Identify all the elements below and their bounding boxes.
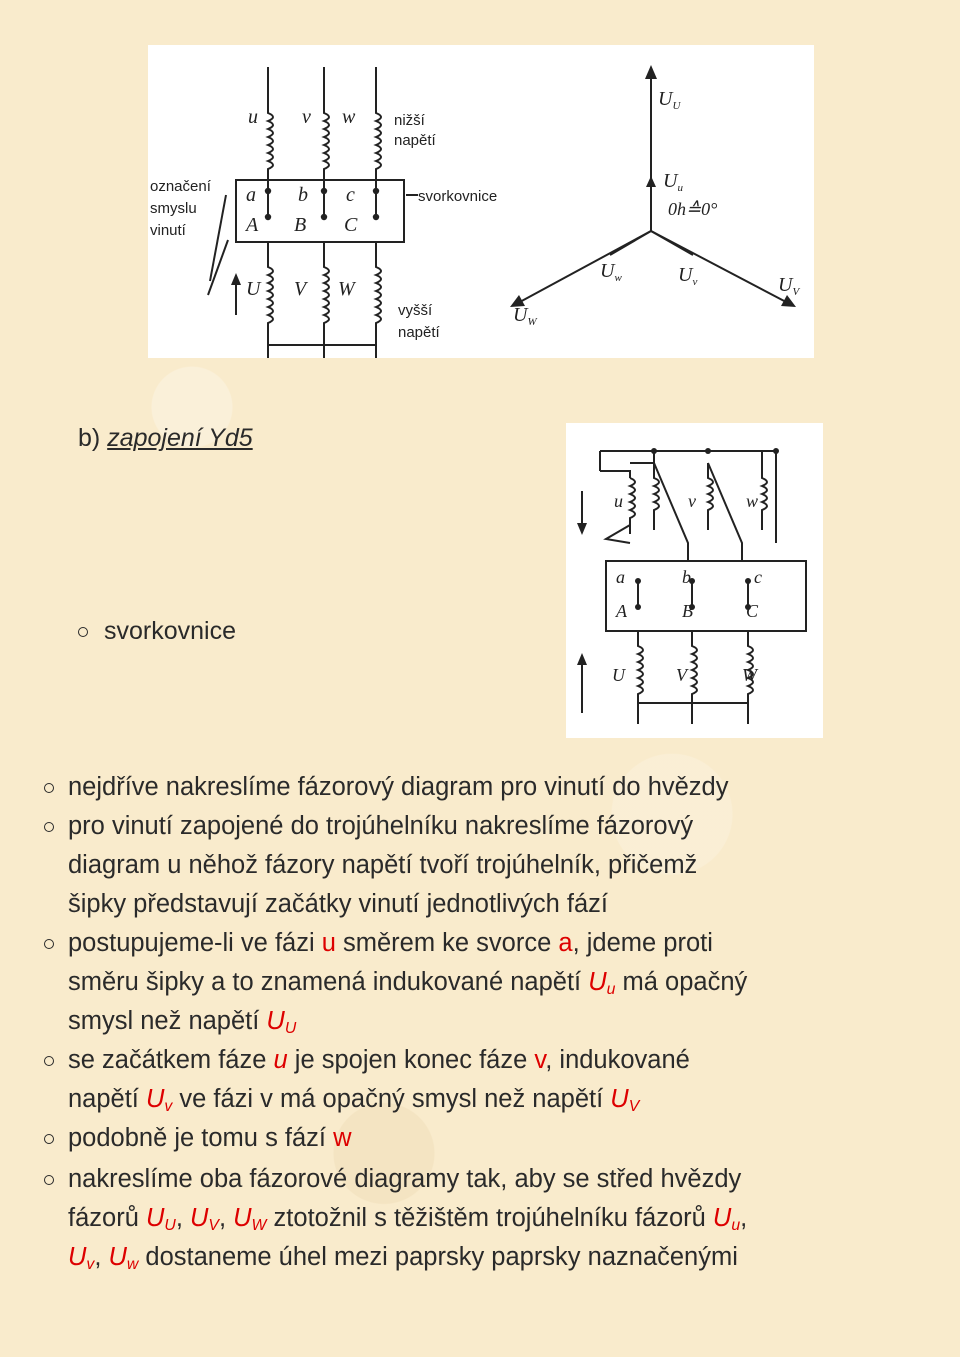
terminal-c: c — [346, 184, 355, 206]
coil-label-v: v — [302, 106, 311, 128]
label-sense-3: vinutí — [150, 222, 186, 239]
label-higher-voltage-1: vyšší — [398, 302, 433, 319]
bullet-6-line-2: fázorů $U_U$, $U_V$, $U_W$ ztotožnil s těžištěm trojúhelníku fázorů $U_u$, — [68, 1204, 748, 1234]
bullet-3-line-3: smysl než napětí $U_U$ — [68, 1007, 297, 1037]
figure-yd5-diagram — [566, 423, 823, 738]
bullet-dot — [44, 1056, 54, 1066]
terminal-a: a — [246, 184, 256, 206]
bullet-3-line-2: směru šipky a to znamená indukované napětí $U_u$ má opačný — [68, 968, 748, 998]
coil-label-w: w — [746, 491, 759, 511]
bullet-dot — [44, 783, 54, 793]
terminal-b: b — [298, 184, 308, 206]
phasor-label-UU: $U_U$ — [658, 88, 681, 112]
coil-label-v: v — [688, 491, 696, 511]
coil-label-U: U — [246, 278, 261, 300]
bullet-5-line-1: podobně je tomu s fází w — [68, 1124, 352, 1152]
bullet-dot — [44, 822, 54, 832]
bullet-4-line-2: napětí $U_v$ ve fázi v má opačný smysl než napětí $U_V$ — [68, 1085, 640, 1115]
phasor-label-Uu: $U_u$ — [663, 170, 683, 194]
label-sense-1: označení — [150, 178, 211, 195]
coil-label-V: V — [676, 665, 687, 685]
bullet-2-line-1: pro vinutí zapojené do trojúhelníku nakreslíme fázorový — [68, 812, 694, 840]
bullet-dot — [44, 939, 54, 949]
phasor-label-UV: $U_V$ — [778, 274, 800, 298]
label-lower-voltage-2: napětí — [394, 132, 436, 149]
bullet-svorkovnice — [78, 612, 236, 651]
terminal-b: b — [682, 567, 691, 587]
terminal-C: C — [746, 601, 759, 621]
bullet-dot — [78, 627, 88, 637]
terminal-A: A — [616, 601, 627, 621]
heading-prefix: b) — [78, 424, 108, 452]
label-sense-2: smyslu — [150, 200, 197, 217]
figure-yy0-diagram — [148, 45, 814, 358]
coil-label-W: W — [742, 665, 757, 685]
section-heading — [78, 424, 253, 453]
yd5-schematic — [566, 423, 823, 738]
bullet-svorkovnice-text: svorkovnice — [104, 617, 236, 645]
terminal-a: a — [616, 567, 625, 587]
coil-label-u: u — [614, 491, 623, 511]
bullet-dot — [44, 1175, 54, 1185]
phasor-label-UW: $U_W$ — [513, 304, 537, 328]
heading-title: zapojení Yd5 — [107, 424, 253, 452]
label-lower-voltage-1: nižší — [394, 112, 425, 129]
bullet-dot — [44, 1134, 54, 1144]
label-higher-voltage-2: napětí — [398, 324, 440, 341]
yy0-schematic — [148, 45, 814, 358]
coil-label-u: u — [248, 106, 258, 128]
terminal-C: C — [344, 214, 358, 236]
bullet-1-line-1: nejdříve nakreslíme fázorový diagram pro vinutí do hvězdy — [68, 773, 729, 801]
bullet-6-line-1: nakreslíme oba fázorové diagramy tak, aby se střed hvězdy — [68, 1165, 742, 1193]
bullet-3-line-1: postupujeme-li ve fázi u směrem ke svorce a, jdeme proti — [68, 929, 713, 957]
label-terminal-block: svorkovnice — [418, 188, 498, 205]
terminal-B: B — [682, 601, 693, 621]
coil-label-W: W — [338, 278, 355, 300]
coil-label-w: w — [342, 106, 356, 128]
terminal-c: c — [754, 567, 762, 587]
angle-label: 0h≙0° — [668, 199, 718, 219]
coil-label-V: V — [294, 278, 307, 300]
coil-label-U: U — [612, 665, 625, 685]
phasor-label-Uv: $U_v$ — [678, 264, 698, 288]
terminal-B: B — [294, 214, 307, 236]
phasor-label-Uw: $U_w$ — [600, 260, 622, 284]
bullet-4-line-1: se začátkem fáze u je spojen konec fáze v, indukované — [68, 1046, 690, 1074]
terminal-A: A — [246, 214, 259, 236]
bullet-6-line-3: $U_v$, $U_w$ dostaneme úhel mezi paprsky paprsky naznačenými — [68, 1243, 738, 1273]
bullet-2-line-3: šipky představují začátky vinutí jednotlivých fází — [68, 890, 608, 918]
bullet-2-line-2: diagram u něhož fázory napětí tvoří trojúhelník, přičemž — [68, 851, 698, 879]
